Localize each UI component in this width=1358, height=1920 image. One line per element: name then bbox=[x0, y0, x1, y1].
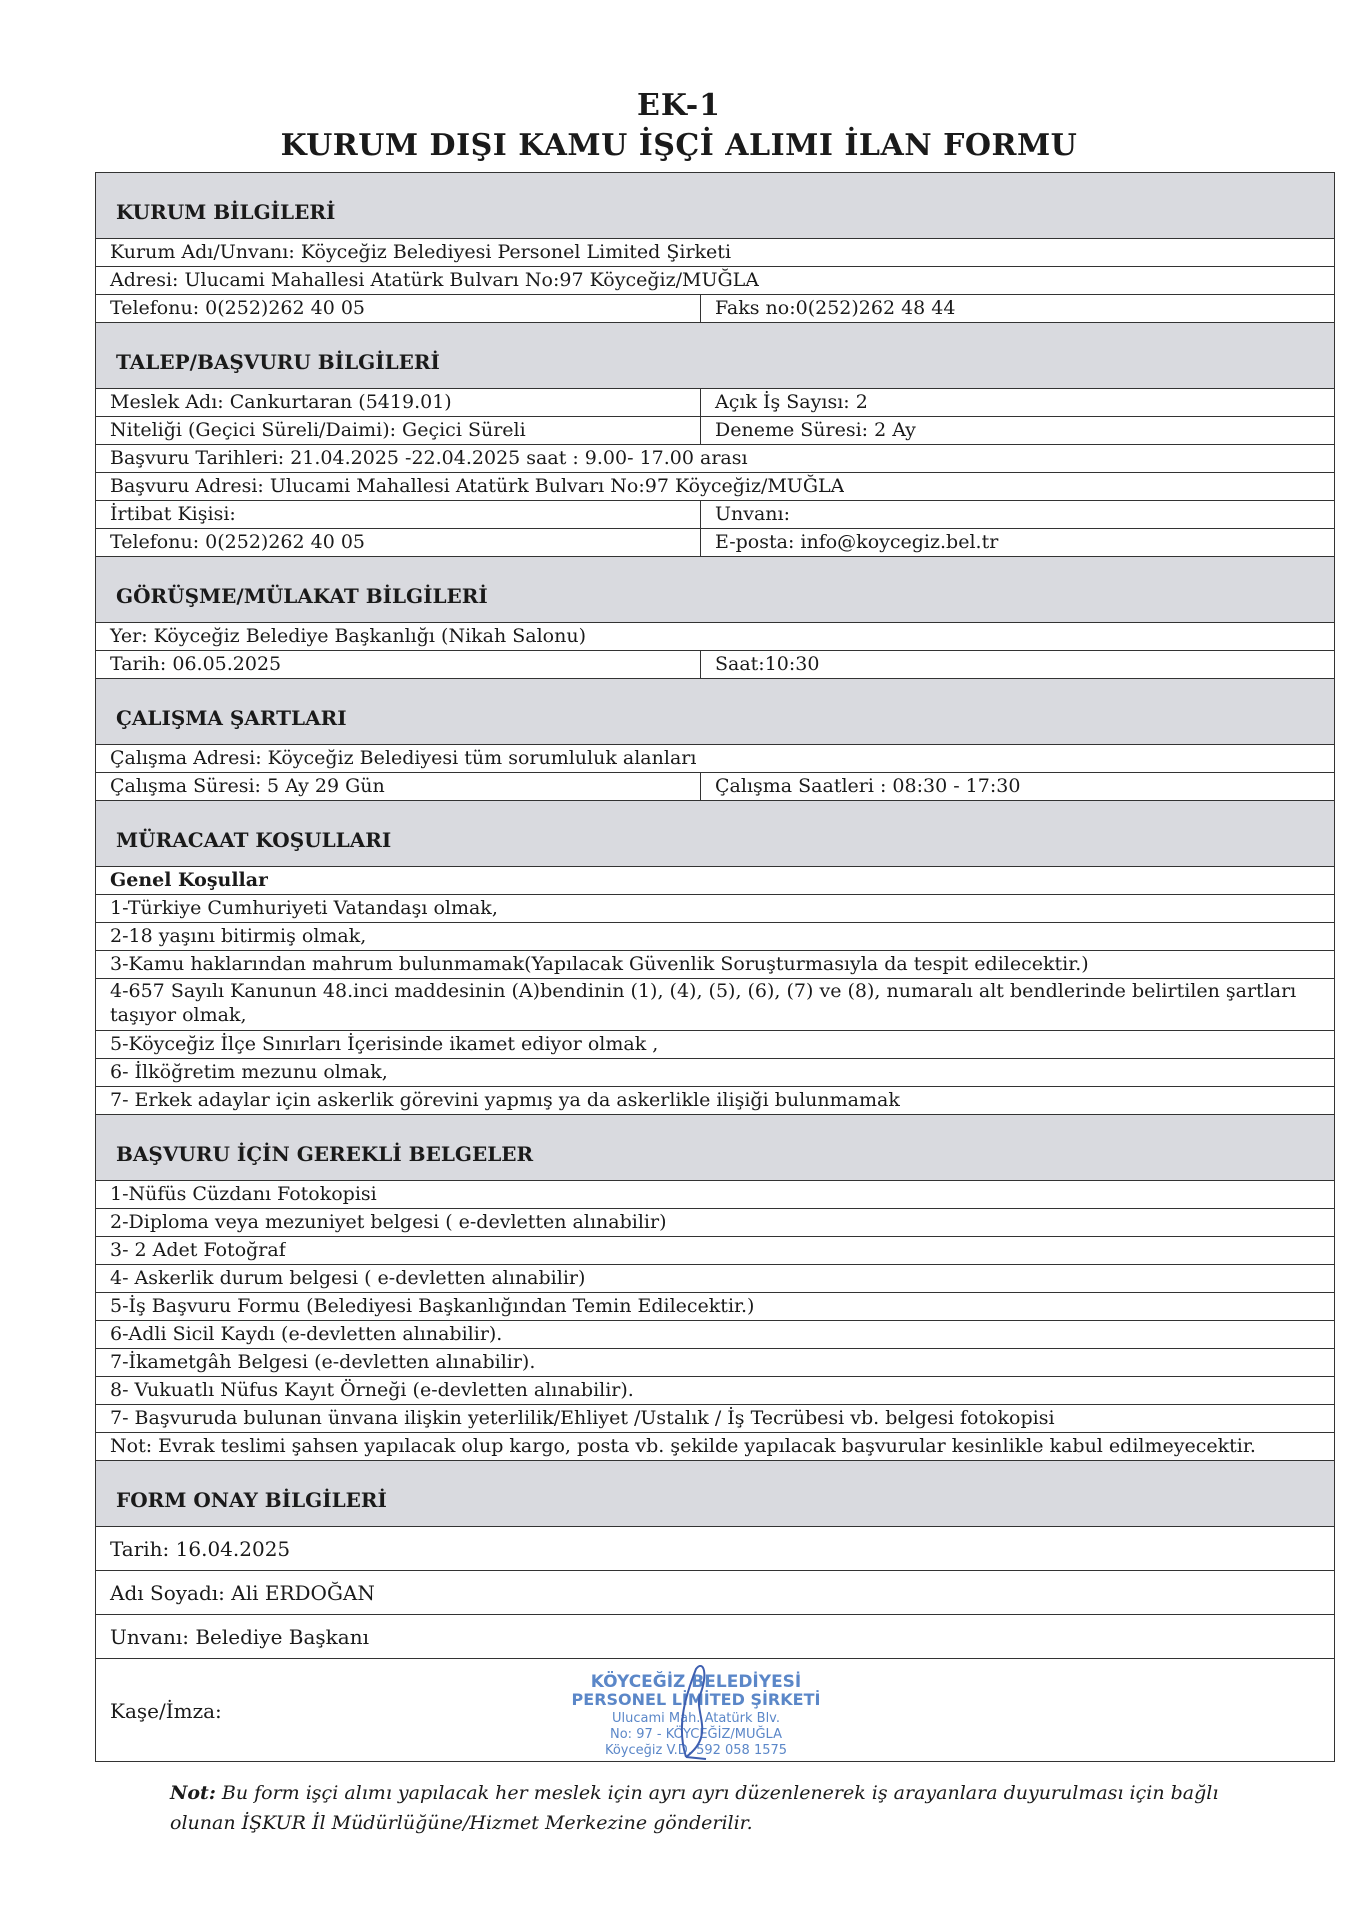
nitelik: Niteliği (Geçici Süreli/Daimi): Geçici Süreli bbox=[96, 417, 701, 444]
onay-adsoyad: Adı Soyadı: Ali ERDOĞAN bbox=[95, 1570, 1335, 1614]
section-kurum: KURUM BİLGİLERİ bbox=[95, 172, 1335, 238]
meslek-adi: Meslek Adı: Cankurtaran (5419.01) bbox=[96, 389, 701, 416]
row-basvuru-tarihleri bbox=[95, 444, 1335, 472]
genel-kosullar-heading: Genel Koşullar bbox=[110, 869, 269, 891]
talep-telefon: Telefonu: 0(252)262 40 05 bbox=[96, 529, 701, 556]
stamp-line-5: Köyceğiz V.D. 592 058 1575 bbox=[604, 1743, 788, 1758]
onay-unvan: Unvanı: Belediye Başkanı bbox=[95, 1614, 1335, 1658]
row-kurum-adi bbox=[95, 238, 1335, 266]
footer-note-label: Not: bbox=[170, 1782, 216, 1804]
belge-2: 2-Diploma veya mezuniyet belgesi ( e-devletten alınabilir) bbox=[110, 1211, 667, 1233]
section-gorusme: GÖRÜŞME/MÜLAKAT BİLGİLERİ bbox=[95, 556, 1335, 622]
list-item bbox=[95, 1208, 1335, 1236]
kosul-5: 5-Köyceğiz İlçe Sınırları İçerisinde ikamet ediyor olmak , bbox=[110, 1033, 659, 1055]
kosul-1: 1-Türkiye Cumhuriyeti Vatandaşı olmak, bbox=[110, 897, 498, 919]
stamp-signature-image bbox=[536, 1665, 856, 1761]
kosul-2: 2-18 yaşını bitirmiş olmak, bbox=[110, 925, 367, 947]
row-meslek bbox=[95, 388, 1335, 416]
row-genel-kosullar bbox=[95, 866, 1335, 894]
row-irtibat bbox=[95, 500, 1335, 528]
form-title: KURUM DIŞI KAMU İŞÇİ ALIMI İLAN FORMU bbox=[280, 128, 1078, 163]
list-item bbox=[95, 1432, 1335, 1460]
list-item bbox=[95, 1180, 1335, 1208]
stamp-line-2: PERSONEL LİMİTED ŞİRKETİ bbox=[571, 1690, 821, 1709]
kosul-7: 7- Erkek adaylar için askerlik görevini yapmış ya da askerlikle ilişiği bulunmamak bbox=[110, 1089, 900, 1111]
row-basvuru-adresi bbox=[95, 472, 1335, 500]
belge-5: 5-İş Başvuru Formu (Belediyesi Başkanlığından Temin Edilecektir.) bbox=[110, 1295, 755, 1317]
list-item bbox=[95, 1030, 1335, 1058]
section-onay: FORM ONAY BİLGİLERİ bbox=[95, 1460, 1335, 1526]
row-gorusme-zaman bbox=[95, 650, 1335, 678]
talep-eposta: E-posta: info@koycegiz.bel.tr bbox=[715, 531, 999, 553]
gorusme-saat: Saat:10:30 bbox=[715, 653, 820, 675]
belge-7: 7-İkametgâh Belgesi (e-devletten alınabilir). bbox=[110, 1351, 536, 1373]
row-talep-iletisim bbox=[95, 528, 1335, 556]
list-item bbox=[95, 1058, 1335, 1086]
onay-kase-imza bbox=[95, 1658, 1335, 1762]
acik-is-sayisi: Açık İş Sayısı: 2 bbox=[715, 391, 868, 413]
section-belgeler: BAŞVURU İÇİN GEREKLİ BELGELER bbox=[95, 1114, 1335, 1180]
section-muracaat: MÜRACAAT KOŞULLARI bbox=[95, 800, 1335, 866]
irtibat-kisisi: İrtibat Kişisi: bbox=[96, 501, 701, 528]
footer-note-text: Bu form işçi alımı yapılacak her meslek için ayrı ayrı düzenlenerek iş arayanlara duyurulması için bağlı olunan İŞKUR İl Müdürlüğüne/Hizmet Merkezine gönderilir. bbox=[170, 1782, 1219, 1834]
kurum-adres: Adresi: Ulucami Mahallesi Atatürk Bulvarı No:97 Köyceğiz/MUĞLA bbox=[110, 269, 759, 291]
kosul-6: 6- İlköğretim mezunu olmak, bbox=[110, 1061, 388, 1083]
irtibat-unvan: Unvanı: bbox=[715, 503, 791, 525]
form-code: EK-1 bbox=[636, 88, 722, 123]
list-item bbox=[95, 950, 1335, 978]
list-item bbox=[95, 1376, 1335, 1404]
list-item bbox=[95, 1404, 1335, 1432]
stamp-line-4: No: 97 - KÖYCEĞİZ/MUĞLA bbox=[610, 1727, 782, 1742]
deneme-suresi: Deneme Süresi: 2 Ay bbox=[715, 419, 916, 441]
calisma-suresi: Çalışma Süresi: 5 Ay 29 Gün bbox=[96, 773, 701, 800]
row-nitelik bbox=[95, 416, 1335, 444]
list-item bbox=[95, 1264, 1335, 1292]
section-talep: TALEP/BAŞVURU BİLGİLERİ bbox=[95, 322, 1335, 388]
stamp-line-1: KÖYCEĞİZ BELEDİYESİ bbox=[590, 1672, 802, 1692]
kurum-faks: Faks no:0(252)262 48 44 bbox=[715, 297, 956, 319]
gorusme-tarih: Tarih: 06.05.2025 bbox=[96, 651, 701, 678]
list-item bbox=[95, 978, 1335, 1030]
belge-9: 7- Başvuruda bulunan ünvana ilişkin yeterlilik/Ehliyet /Ustalık / İş Tecrübesi vb. belgesi fotokopisi bbox=[110, 1407, 1055, 1429]
belge-not: Not: Evrak teslimi şahsen yapılacak olup kargo, posta vb. şekilde yapılacak başvurular kesinlikle kabul edilmeyecektir. bbox=[110, 1435, 1256, 1457]
list-item bbox=[95, 1320, 1335, 1348]
basvuru-adresi: Başvuru Adresi: Ulucami Mahallesi Atatürk Bulvarı No:97 Köyceğiz/MUĞLA bbox=[110, 475, 845, 497]
list-item bbox=[95, 1292, 1335, 1320]
list-item bbox=[95, 1236, 1335, 1264]
list-item bbox=[95, 894, 1335, 922]
footer-note bbox=[170, 1778, 1270, 1838]
row-kurum-adres bbox=[95, 266, 1335, 294]
belge-6: 6-Adli Sicil Kaydı (e-devletten alınabilir). bbox=[110, 1323, 503, 1345]
form-table bbox=[95, 172, 1335, 1762]
onay-tarih: Tarih: 16.04.2025 bbox=[95, 1526, 1335, 1570]
belge-4: 4- Askerlik durum belgesi ( e-devletten alınabilir) bbox=[110, 1267, 586, 1289]
kurum-telefon: Telefonu: 0(252)262 40 05 bbox=[96, 295, 701, 322]
list-item bbox=[95, 1086, 1335, 1114]
row-calisma-adres bbox=[95, 744, 1335, 772]
kosul-3: 3-Kamu haklarından mahrum bulunmamak(Yapılacak Güvenlik Soruşturmasıyla da tespit edilecektir.) bbox=[110, 953, 1089, 975]
belge-3: 3- 2 Adet Fotoğraf bbox=[110, 1239, 286, 1261]
calisma-adres: Çalışma Adresi: Köyceğiz Belediyesi tüm sorumluluk alanları bbox=[110, 747, 697, 769]
section-calisma: ÇALIŞMA ŞARTLARI bbox=[95, 678, 1335, 744]
row-gorusme-yer bbox=[95, 622, 1335, 650]
belge-8: 8- Vukuatlı Nüfus Kayıt Örneği (e-devletten alınabilir). bbox=[110, 1379, 634, 1401]
row-kurum-iletisim bbox=[95, 294, 1335, 322]
basvuru-tarihleri: Başvuru Tarihleri: 21.04.2025 -22.04.2025 saat : 9.00- 17.00 arası bbox=[110, 447, 748, 469]
kurum-adi: Kurum Adı/Unvanı: Köyceğiz Belediyesi Personel Limited Şirketi bbox=[110, 241, 732, 263]
list-item bbox=[95, 1348, 1335, 1376]
row-calisma-sure bbox=[95, 772, 1335, 800]
stamp-line-3: Ulucami Mah. Atatürk Blv. bbox=[612, 1711, 780, 1726]
calisma-saatleri: Çalışma Saatleri : 08:30 - 17:30 bbox=[715, 775, 1021, 797]
gorusme-yer: Yer: Köyceğiz Belediye Başkanlığı (Nikah Salonu) bbox=[110, 625, 587, 647]
kase-label: Kaşe/İmza: bbox=[110, 1699, 222, 1723]
list-item bbox=[95, 922, 1335, 950]
kosul-4: 4-657 Sayılı Kanunun 48.inci maddesinin (A)bendinin (1), (4), (5), (6), (7) ve (8), numaralı alt bendlerinde belirtilen şartları taşıyor olmak, bbox=[110, 980, 1297, 1026]
belge-1: 1-Nüfüs Cüzdanı Fotokopisi bbox=[110, 1183, 377, 1205]
